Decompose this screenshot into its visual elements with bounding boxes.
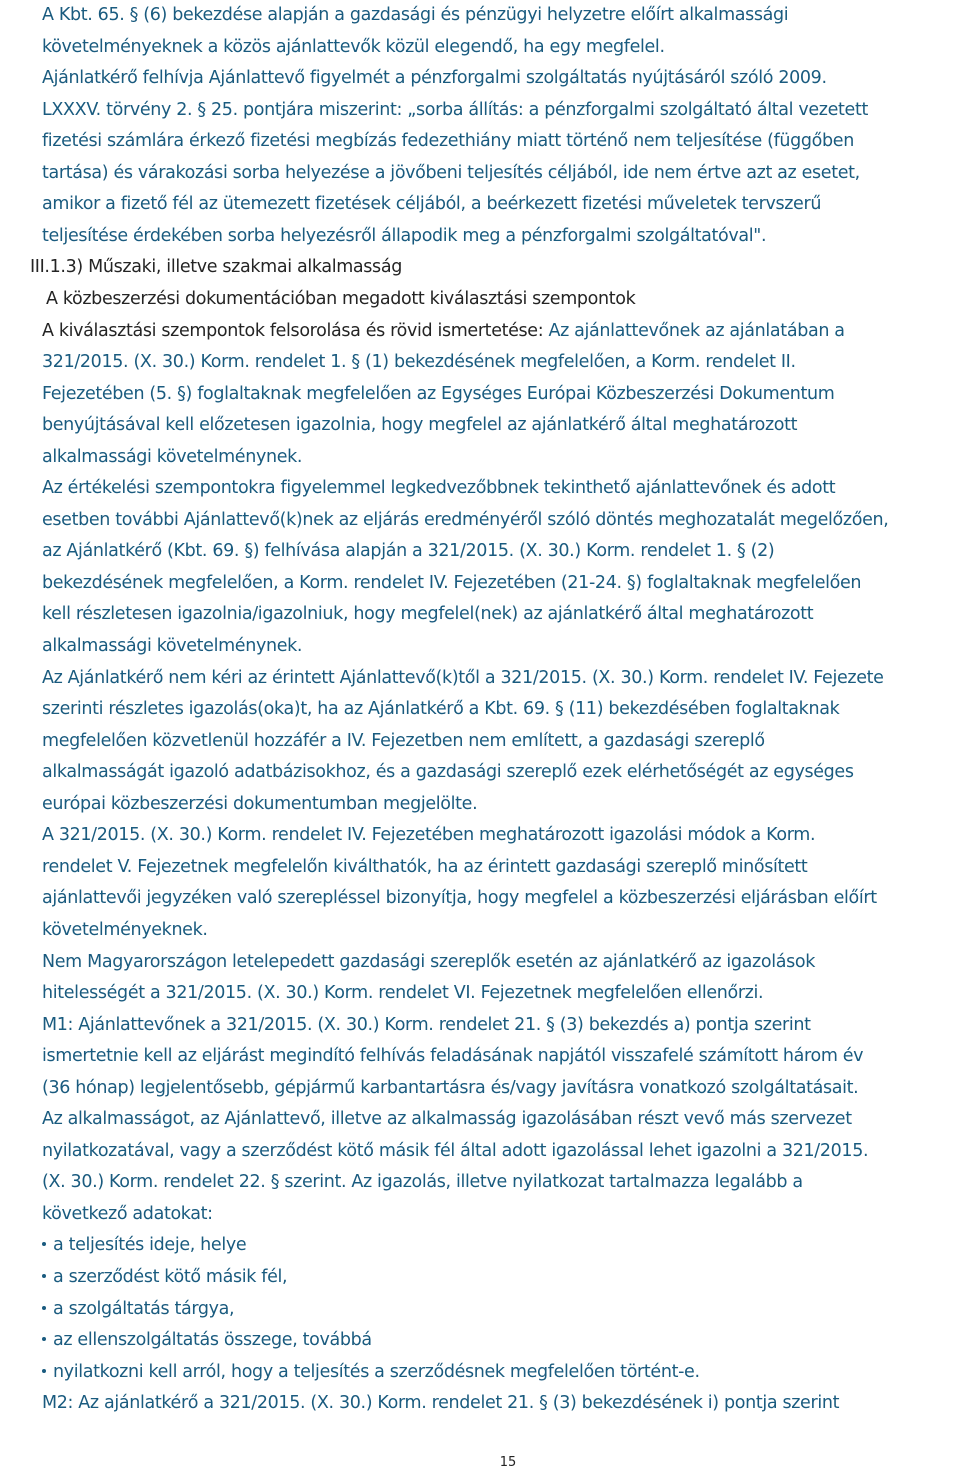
text-line: alkalmasságát igazoló adatbázisokhoz, és a gazdasági szereplő ezek elérhetőségét az egységes (42, 762, 854, 783)
text-line: ajánlattevői jegyzéken való szerepléssel bizonyítja, hogy megfelel a közbeszerzési eljárásban előírt (42, 888, 877, 909)
page-number: 15 (499, 1455, 517, 1470)
text-line: nyilatkozatával, vagy a szerződést kötő másik fél által adott igazolással lehet igazolni a 321/2015. (42, 1140, 869, 1161)
text-line: Nem Magyarországon letelepedett gazdasági szereplők esetén az ajánlatkérő az igazolások (42, 951, 816, 972)
bullet-item (42, 1266, 287, 1288)
bullet-icon (42, 1369, 46, 1373)
text-line: LXXXV. törvény 2. § 25. pontjára miszerint: „sorba állítás: a pénzforgalmi szolgáltató által vezetett (42, 99, 868, 120)
text-line: követelményeknek a közös ajánlattevők közül elegendő, ha egy megfelel. (42, 36, 665, 57)
text-line: bekezdésének megfelelően, a Korm. rendelet IV. Fejezetében (21-24. §) foglaltaknak megfelelően (42, 572, 862, 593)
bullet-icon (42, 1306, 46, 1310)
text-line: rendelet V. Fejezetnek megfelelőn kiválthatók, ha az érintett gazdasági szereplő minősített (42, 856, 808, 877)
bullet-item-text: a szolgáltatás tárgya, (53, 1298, 235, 1319)
text-line: kell részletesen igazolnia/igazolniuk, hogy megfelel(nek) az ajánlatkérő által meghatározott (42, 604, 814, 625)
text-line (42, 320, 845, 342)
text-line: megfelelően közvetlenül hozzáfér a IV. Fejezetben nem említett, a gazdasági szereplő (42, 730, 765, 751)
text-line: követelményeknek. (42, 919, 208, 940)
text-line: M2: Az ajánlatkérő a 321/2015. (X. 30.) Korm. rendelet 21. § (3) bekezdésének i) pontja szerint (42, 1393, 840, 1414)
text-line: következő adatokat: (42, 1203, 213, 1224)
text-line: teljesítése érdekében sorba helyezésről állapodik meg a pénzforgalmi szolgáltatóval". (42, 225, 767, 246)
text-line: tartása) és várakozási sorba helyezése a jövőbeni teljesítés céljából, ide nem értve azt az esetet, (42, 162, 860, 183)
bullet-item-text: a szerződést kötő másik fél, (53, 1267, 288, 1287)
bullet-item (42, 1298, 234, 1320)
text-line: M1: Ajánlattevőnek a 321/2015. (X. 30.) Korm. rendelet 21. § (3) bekezdés a) pontja szerint (42, 1014, 811, 1035)
text-line: (36 hónap) legjelentősebb, gépjármű karbantartásra és/vagy javításra vonatkozó szolgáltatásait. (42, 1077, 859, 1098)
text-line: (X. 30.) Korm. rendelet 22. § szerint. Az igazolás, illetve nyilatkozat tartalmazza legalább a (42, 1172, 803, 1193)
bullet-item-text: az ellenszolgáltatás összege, továbbá (53, 1330, 372, 1351)
text-line: Az alkalmasságot, az Ajánlattevő, illetve az alkalmasság igazolásában részt vevő más szervezet (42, 1109, 852, 1130)
text-line: amikor a fizető fél az ütemezett fizetések céljából, a beérkezett fizetési műveletek tervszerű (42, 194, 822, 215)
text-line: szerinti részletes igazolás(oka)t, ha az Ajánlatkérő a Kbt. 69. § (11) bekezdésében foglaltaknak (42, 699, 840, 720)
text-line: A Kbt. 65. § (6) bekezdése alapján a gazdasági és pénzügyi helyzetre előírt alkalmassági (42, 5, 789, 25)
bullet-icon (42, 1337, 46, 1341)
bullet-item (42, 1329, 372, 1351)
text-line: benyújtásával kell előzetesen igazolnia, hogy megfelel az ajánlatkérő által meghatározott (42, 415, 798, 436)
text-line: Az Ajánlatkérő nem kéri az érintett Ajánlattevő(k)től a 321/2015. (X. 30.) Korm. rendelet IV. Fejezete (42, 667, 884, 688)
text-line-label: A kiválasztási szempontok felsorolása és rövid ismertetése: (42, 320, 549, 341)
bullet-icon (42, 1274, 46, 1278)
bullet-item (42, 1234, 246, 1256)
bullet-icon (42, 1242, 46, 1246)
text-line: fizetési számlára érkező fizetési megbízás fedezethiány miatt történő nem teljesítése (függőben (42, 131, 854, 152)
bullet-item-text: a teljesítés ideje, helye (53, 1235, 247, 1256)
text-line: európai közbeszerzési dokumentumban megjelölte. (42, 793, 478, 814)
text-line: Ajánlatkérő felhívja Ajánlattevő figyelmét a pénzforgalmi szolgáltatás nyújtásáról szóló 2009. (42, 68, 827, 89)
text-line: alkalmassági követelménynek. (42, 446, 303, 467)
bullet-item-text: nyilatkozni kell arról, hogy a teljesítés a szerződésnek megfelelően történt-e. (53, 1361, 700, 1382)
text-line: esetben további Ajánlattevő(k)nek az eljárás eredményéről szóló döntés meghozatalát megelőzően, (42, 509, 889, 530)
text-line: Az értékelési szempontokra figyelemmel legkedvezőbbnek tekinthető ajánlattevőnek és adott (42, 478, 836, 499)
text-line: 321/2015. (X. 30.) Korm. rendelet 1. § (1) bekezdésének megfelelően, a Korm. rendelet II. (42, 352, 796, 373)
text-line: A 321/2015. (X. 30.) Korm. rendelet IV. Fejezetében meghatározott igazolási módok a Korm. (42, 825, 816, 846)
section-heading: A közbeszerzési dokumentációban megadott kiválasztási szempontok (46, 288, 636, 309)
text-line: Fejezetében (5. §) foglaltaknak megfelelően az Egységes Európai Közbeszerzési Dokumentum (42, 383, 835, 404)
text-line-value: Az ajánlattevőnek az ajánlatában a (548, 320, 845, 341)
section-heading: III.1.3) Műszaki, illetve szakmai alkalmasság (30, 257, 402, 278)
text-line: ismertetnie kell az eljárást megindító felhívás feladásának napjától visszafelé számított három év (42, 1046, 864, 1067)
text-line: alkalmassági követelménynek. (42, 636, 303, 656)
text-line: hitelességét a 321/2015. (X. 30.) Korm. rendelet VI. Fejezetnek megfelelően ellenőrzi. (42, 983, 764, 1004)
text-line: az Ajánlatkérő (Kbt. 69. §) felhívása alapján a 321/2015. (X. 30.) Korm. rendelet 1. § (2) (42, 541, 775, 562)
bullet-item (42, 1361, 700, 1383)
